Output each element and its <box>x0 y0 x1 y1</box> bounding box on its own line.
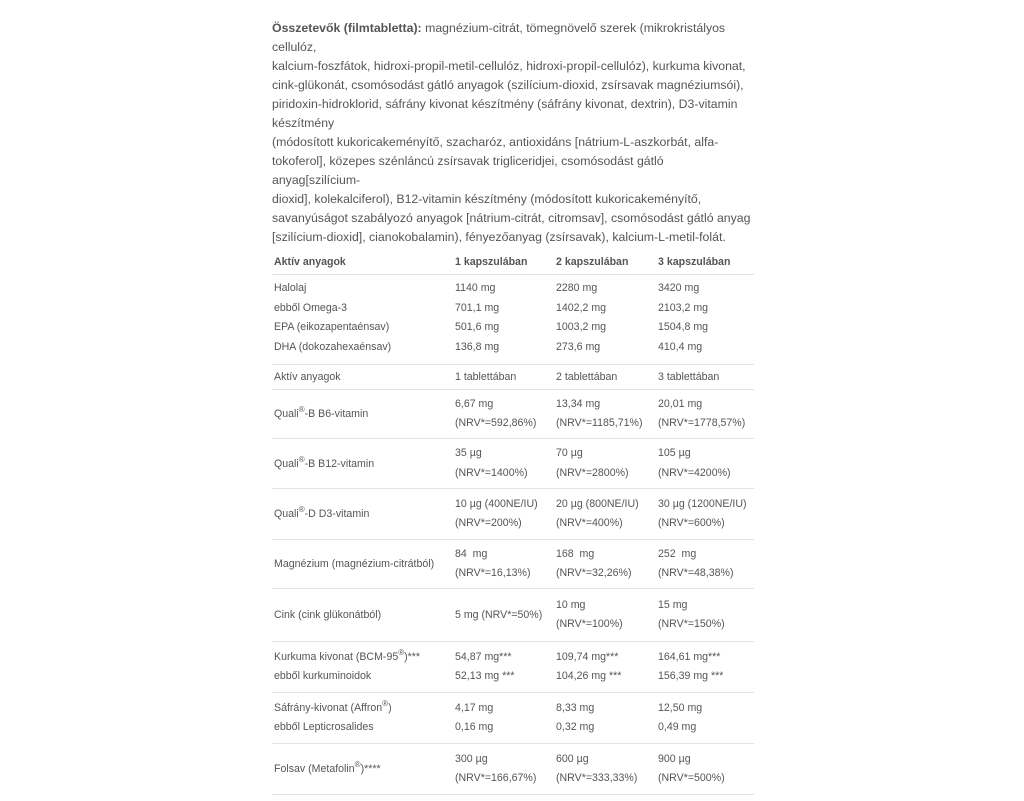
table-row <box>272 589 754 642</box>
dose-value: 20 µg (800NE/IU) <box>556 495 656 515</box>
dose-value: 104,26 mg *** <box>556 667 656 687</box>
ingredient-name-cell <box>272 489 453 540</box>
dose-cell <box>453 744 554 795</box>
dose-cell <box>656 275 754 365</box>
column-header: 2 kapszulában <box>554 249 656 275</box>
ingredient-name: -B B12-vitamin <box>305 458 374 470</box>
subheader-cell: Aktív anyagok <box>272 365 453 390</box>
dose-value: 8,33 mg <box>556 699 656 719</box>
dose-cell <box>656 489 754 540</box>
dose-cell <box>554 589 656 642</box>
dose-cell <box>453 439 554 489</box>
nrv-value: (NRV*=1778,57%) <box>658 414 754 434</box>
ingredient-name: Folsav (Metafolin <box>274 763 355 775</box>
ingredients-text: tokoferol], közepes szénláncú zsírsavak trigliceridjei, csomósodást gátló anyag[szilícium- <box>272 152 754 190</box>
ingredient-name-cell <box>272 744 453 795</box>
dose-value: 0,32 mg <box>556 718 656 738</box>
nrv-value: (NRV*=2800%) <box>556 464 656 484</box>
dose-value: 109,74 mg*** <box>556 648 656 668</box>
dose-value: 2280 mg <box>556 279 656 299</box>
ingredients-text: dioxid], kolekalciferol), B12-vitamin készítmény (módosított kukoricakeményítő, <box>272 190 754 209</box>
dose-value: 52,13 mg *** <box>455 667 554 687</box>
dose-value: 501,6 mg <box>455 318 554 338</box>
dose-cell <box>554 489 656 540</box>
dose-value: 70 µg <box>556 444 656 464</box>
table-row <box>272 275 754 365</box>
ingredient-name: Quali <box>274 458 299 470</box>
ingredient-name: -B B6-vitamin <box>305 408 369 420</box>
dose-value: 252 mg <box>658 545 754 565</box>
table-row <box>272 439 754 489</box>
ingredient-name-cell <box>272 275 453 365</box>
dose-value: 900 µg <box>658 750 754 770</box>
ingredient-name: Halolaj <box>274 279 453 299</box>
ingredients-text: piridoxin-hidroklorid, sáfrány kivonat készítmény (sáfrány kivonat, dextrin), D3-vitamin <box>272 95 754 114</box>
product-info <box>272 0 754 801</box>
ingredients-text: magnézium-citrát, tömegnövelő szerek (mikrokristályos cellulóz, <box>272 21 725 54</box>
nrv-value: (NRV*=400%) <box>556 514 656 534</box>
ingredients-text: [szilícium-dioxid], cianokobalamin), fényezőanyag (zsírsavak), kalcium-L-metil-folát. <box>272 228 754 247</box>
dose-value: 35 µg <box>455 444 554 464</box>
nrv-value: (NRV*=150%) <box>658 615 754 635</box>
column-header: Aktív anyagok <box>272 249 453 275</box>
nrv-value: (NRV*=333,33%) <box>556 769 656 789</box>
table-header-row <box>272 249 754 275</box>
ingredients-text: (módosított kukoricakeményítő, szacharóz, antioxidáns [nátrium-L-aszkorbát, alfa- <box>272 133 754 152</box>
ingredient-name-cell <box>272 642 453 693</box>
dose-cell <box>656 540 754 589</box>
dose-cell <box>554 744 656 795</box>
dose-value: 54,87 mg*** <box>455 648 554 668</box>
dose-value: 20,01 mg <box>658 395 754 415</box>
nrv-value: (NRV*=592,86%) <box>455 414 554 434</box>
dose-value: 84 mg <box>455 545 554 565</box>
subheader-cell: 2 tablettában <box>554 365 656 390</box>
nrv-value: (NRV*=100%) <box>556 615 656 635</box>
nrv-value: (NRV*=32,26%) <box>556 564 656 584</box>
ingredient-name: Quali <box>274 408 299 420</box>
table-end-rule <box>272 795 754 801</box>
ingredients-paragraph <box>272 19 754 247</box>
ingredient-name-cell: Magnézium (magnézium-citrátból) <box>272 540 453 589</box>
column-header: 1 kapszulában <box>453 249 554 275</box>
dose-value: 1504,8 mg <box>658 318 754 338</box>
table-row <box>272 744 754 795</box>
table-row <box>272 390 754 439</box>
dose-cell <box>656 589 754 642</box>
ingredient-name: Quali <box>274 508 299 520</box>
dose-cell <box>453 390 554 439</box>
dose-value: 10 µg (400NE/IU) <box>455 495 554 515</box>
ingredient-subname: ebből Lepticrosalides <box>274 718 453 738</box>
nrv-value: (NRV*=500%) <box>658 769 754 789</box>
registered-mark: ® <box>299 405 305 414</box>
dose-value: 1140 mg <box>455 279 554 299</box>
dose-cell <box>453 489 554 540</box>
ingredients-text: cink-glükonát, csomósodást gátló anyagok (szilícium-dioxid, zsírsavak magnéziumsói), <box>272 76 754 95</box>
nrv-value: (NRV*=1400%) <box>455 464 554 484</box>
ingredients-text: készítmény <box>272 114 754 133</box>
dose-value: 164,61 mg*** <box>658 648 754 668</box>
dose-cell <box>656 744 754 795</box>
dose-value: 6,67 mg <box>455 395 554 415</box>
ingredient-name-cell <box>272 439 453 489</box>
dose-cell <box>453 693 554 744</box>
table-row <box>272 489 754 540</box>
registered-mark: ® <box>355 760 361 769</box>
ingredient-name-cell: Cink (cink glükonátból) <box>272 589 453 642</box>
dose-value: 156,39 mg *** <box>658 667 754 687</box>
dose-cell <box>656 390 754 439</box>
dose-value: 12,50 mg <box>658 699 754 719</box>
ingredient-name: Sáfrány-kivonat (Affron <box>274 702 382 714</box>
dose-value: 15 mg <box>658 596 754 616</box>
dose-value: 30 µg (1200NE/IU) <box>658 495 754 515</box>
registered-mark: ® <box>299 455 305 464</box>
dose-value: 273,6 mg <box>556 338 656 358</box>
ingredient-name: EPA (eikozapentaénsav) <box>274 318 453 338</box>
dose-value: 4,17 mg <box>455 699 554 719</box>
dose-value: 10 mg <box>556 596 656 616</box>
ingredient-name-cell <box>272 390 453 439</box>
nrv-value: (NRV*=1185,71%) <box>556 414 656 434</box>
nrv-value: (NRV*=16,13%) <box>455 564 554 584</box>
dose-value: 701,1 mg <box>455 299 554 319</box>
dose-cell <box>554 693 656 744</box>
registered-mark: ® <box>398 648 404 657</box>
ingredient-name: )*** <box>404 651 420 663</box>
dose-value: 1402,2 mg <box>556 299 656 319</box>
nutrition-table <box>272 249 754 801</box>
dose-value: 0,49 mg <box>658 718 754 738</box>
dose-value: 13,34 mg <box>556 395 656 415</box>
dose-cell <box>554 439 656 489</box>
column-header: 3 kapszulában <box>656 249 754 275</box>
table-subheader-row <box>272 365 754 390</box>
registered-mark: ® <box>382 699 388 708</box>
ingredient-name: )**** <box>361 763 381 775</box>
nrv-value: (NRV*=200%) <box>455 514 554 534</box>
ingredient-name: ) <box>388 702 392 714</box>
dose-cell <box>554 642 656 693</box>
ingredient-name: ebből Omega-3 <box>274 299 453 319</box>
subheader-cell: 1 tablettában <box>453 365 554 390</box>
dose-cell <box>453 540 554 589</box>
dose-cell <box>554 540 656 589</box>
dose-value: 3420 mg <box>658 279 754 299</box>
dose-cell <box>453 275 554 365</box>
subheader-cell: 3 tablettában <box>656 365 754 390</box>
registered-mark: ® <box>299 505 305 514</box>
ingredient-name: DHA (dokozahexaénsav) <box>274 338 453 358</box>
table-row <box>272 693 754 744</box>
dose-value: 168 mg <box>556 545 656 565</box>
dose-value: 105 µg <box>658 444 754 464</box>
table-row <box>272 540 754 589</box>
ingredient-name: -D D3-vitamin <box>305 508 370 520</box>
ingredient-name-cell <box>272 693 453 744</box>
table-row <box>272 642 754 693</box>
dose-cell <box>656 693 754 744</box>
dose-value: 2103,2 mg <box>658 299 754 319</box>
dose-value: 0,16 mg <box>455 718 554 738</box>
dose-value: 410,4 mg <box>658 338 754 358</box>
nrv-value: (NRV*=600%) <box>658 514 754 534</box>
ingredients-text: savanyúságot szabályozó anyagok [nátrium-citrát, citromsav], csomósodást gátló anyag <box>272 209 754 228</box>
ingredients-text: kalcium-foszfátok, hidroxi-propil-metil-cellulóz, hidroxi-propil-cellulóz), kurkuma kivonat, <box>272 57 754 76</box>
ingredient-name: Kurkuma kivonat (BCM-95 <box>274 651 398 663</box>
ingredients-label: Összetevők (filmtabletta): <box>272 21 422 35</box>
dose-cell <box>656 439 754 489</box>
dose-value: 136,8 mg <box>455 338 554 358</box>
dose-cell: 5 mg (NRV*=50%) <box>453 589 554 642</box>
dose-cell <box>656 642 754 693</box>
nrv-value: (NRV*=4200%) <box>658 464 754 484</box>
dose-value: 600 µg <box>556 750 656 770</box>
dose-cell <box>554 390 656 439</box>
dose-value: 1003,2 mg <box>556 318 656 338</box>
ingredient-subname: ebből kurkuminoidok <box>274 667 453 687</box>
dose-cell <box>453 642 554 693</box>
dose-value: 300 µg <box>455 750 554 770</box>
nrv-value: (NRV*=48,38%) <box>658 564 754 584</box>
dose-cell <box>554 275 656 365</box>
nrv-value: (NRV*=166,67%) <box>455 769 554 789</box>
